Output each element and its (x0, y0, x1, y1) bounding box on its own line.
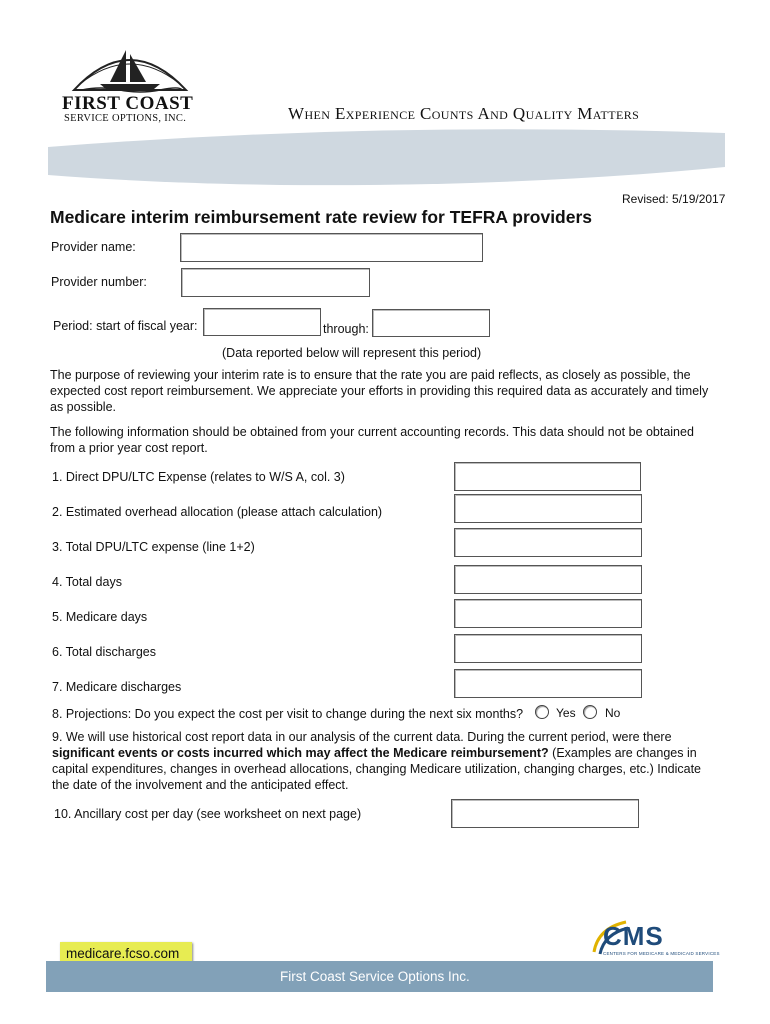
item-3-label: 3. Total DPU/LTC expense (line 1+2) (52, 540, 255, 554)
item-1-field[interactable] (454, 462, 641, 491)
period-note: (Data reported below will represent this period) (222, 346, 482, 360)
provider-number-field[interactable] (181, 268, 370, 297)
item-10-field[interactable] (451, 799, 639, 828)
yes-label: Yes (556, 706, 576, 720)
info-paragraph: The following information should be obtained from your current accounting records. This data should not be obtained from a prior year cost report. (50, 425, 694, 455)
provider-name-field[interactable] (180, 233, 483, 262)
item-7-field[interactable] (454, 669, 642, 698)
header-swoosh (0, 125, 770, 190)
footer-company: First Coast Service Options Inc. (280, 969, 470, 984)
website-link[interactable]: medicare.fcso.com (66, 946, 180, 961)
form-title: Medicare interim reimbursement rate review for TEFRA providers (50, 207, 593, 227)
item-10-label: 10. Ancillary cost per day (see worksheet on next page) (54, 807, 362, 821)
item-9-part1: 9. We will use historical cost report data in our analysis of the current data. During the current period, were there (52, 730, 672, 744)
item-4-field[interactable] (454, 565, 642, 594)
item-4-label: 4. Total days (52, 575, 122, 589)
fiscal-year-start-field[interactable] (203, 308, 321, 336)
no-label: No (605, 706, 621, 720)
provider-name-label: Provider name: (51, 240, 136, 254)
intro-paragraph: The purpose of reviewing your interim rate is to ensure that the rate you are paid reflects, as closely as possible, the expected cost report reimbursement. We appreciate your efforts in providing this required data as accurately and timely as possible. (50, 368, 709, 414)
item-6-label: 6. Total discharges (52, 645, 156, 659)
item-9-part2: (Examples are changes in capital expenditures, changes in overhead allocations, changing Medicare utilization, changing charges, etc.) Indicate the date of the involvement and the anticipated effect. (52, 746, 702, 792)
item-8-label: 8. Projections: Do you expect the cost per visit to change during the next six months? (52, 707, 524, 721)
provider-number-label: Provider number: (51, 275, 147, 289)
yes-radio[interactable] (535, 705, 549, 719)
header (0, 0, 770, 190)
item-1-label: 1. Direct DPU/LTC Expense (relates to W/S A, col. 3) (52, 470, 345, 484)
item-5-label: 5. Medicare days (52, 610, 148, 624)
item-2-field[interactable] (454, 494, 642, 523)
item-3-field[interactable] (454, 528, 642, 557)
item-7-label: 7. Medicare discharges (52, 680, 182, 694)
revised-date: Revised: 5/19/2017 (622, 192, 726, 206)
tagline: When Experience Counts And Quality Matters (288, 104, 640, 123)
no-radio[interactable] (583, 705, 597, 719)
item-2-label: 2. Estimated overhead allocation (please attach calculation) (52, 505, 383, 519)
cms-logo-text: CMS (603, 921, 664, 951)
item-9-bold: significant events or costs incurred which may affect the Medicare reimbursement? (52, 746, 549, 760)
brand-name: FIRST COAST (62, 93, 194, 114)
brand-subtitle: SERVICE OPTIONS, INC. (64, 113, 187, 124)
item-5-field[interactable] (454, 599, 642, 628)
fiscal-year-end-field[interactable] (372, 309, 490, 337)
sailboat-logo-icon (70, 44, 190, 94)
item-9-text (52, 729, 714, 793)
through-label: through: (323, 322, 369, 336)
item-6-field[interactable] (454, 634, 642, 663)
period-label: Period: start of fiscal year: (53, 319, 198, 333)
cms-logo-subtitle: CENTERS FOR MEDICARE & MEDICAID SERVICES (603, 951, 720, 956)
